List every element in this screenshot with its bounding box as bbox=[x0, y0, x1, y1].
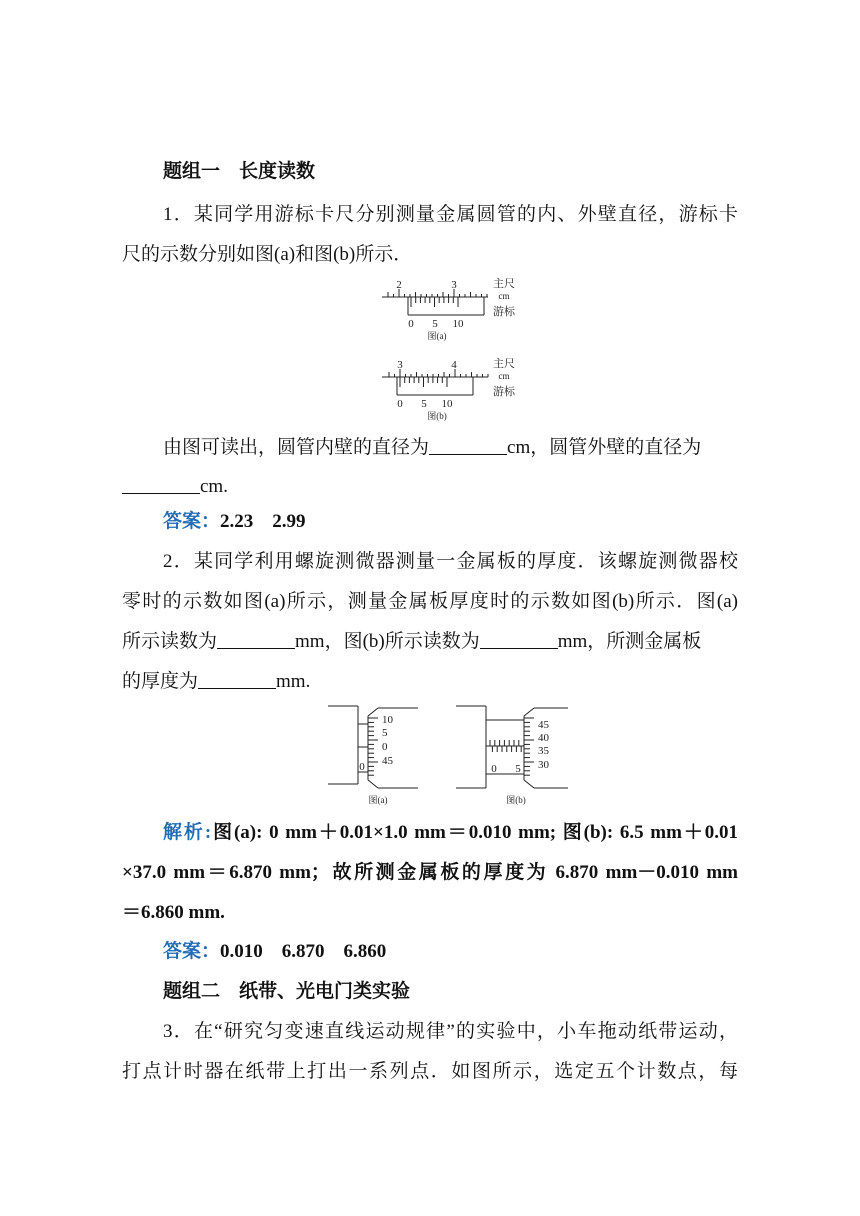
thimble-label: 5 bbox=[382, 727, 388, 739]
vernier-scale-label: 10 bbox=[452, 318, 464, 330]
thimble-label: 30 bbox=[538, 759, 549, 771]
vernier-caliper-figure-a bbox=[380, 275, 530, 343]
answer-label: 答案： bbox=[163, 941, 221, 962]
micrometer-figure-b bbox=[456, 704, 574, 808]
vernier-scale-label: 5 bbox=[432, 318, 438, 330]
q2-line-3 bbox=[122, 630, 738, 654]
q1-answer bbox=[163, 510, 738, 534]
vernier-scale-label: 5 bbox=[421, 398, 427, 410]
q2-line-1: 2．某同学利用螺旋测微器测量一金属板的厚度．该螺旋测微器校 bbox=[163, 551, 738, 572]
answer-blank bbox=[429, 436, 507, 455]
section-title-2: 题组二 纸带、光电门类实验 bbox=[163, 981, 411, 1002]
q2-line-4-text: mm. bbox=[276, 671, 311, 692]
q3-line-1: 3．在“研究匀变速直线运动规律”的实验中，小车拖动纸带运动， bbox=[163, 1021, 738, 1042]
unit-label: cm bbox=[498, 371, 510, 381]
figure-caption: 图(a) bbox=[427, 331, 447, 341]
main-scale-label: 3 bbox=[451, 279, 457, 291]
q1-line-1: 1．某同学用游标卡尺分别测量金属圆管的内、外壁直径，游标卡 bbox=[163, 204, 738, 225]
answer-value: 0.010 6.870 6.860 bbox=[220, 941, 387, 962]
q2-answer bbox=[163, 940, 738, 964]
sleeve-label: 0 bbox=[491, 763, 497, 775]
thimble-label: 45 bbox=[382, 755, 393, 767]
main-scale-name: 主尺 bbox=[493, 358, 515, 370]
q2-line-2: 零时的示数如图(a)所示，测量金属板厚度时的示数如图(b)所示．图(a) bbox=[122, 591, 738, 612]
sleeve-label: 5 bbox=[515, 763, 521, 775]
q2-line-3-text: 所示读数为 bbox=[122, 631, 218, 652]
q1-line-4-text: cm. bbox=[200, 476, 228, 497]
vernier-scale-label: 0 bbox=[397, 398, 403, 410]
figure-caption: 图(a) bbox=[368, 795, 388, 805]
q2-line-4-text: 的厚度为 bbox=[122, 671, 199, 692]
section-title-1: 题组一 长度读数 bbox=[163, 161, 316, 182]
sleeve-label: 0 bbox=[359, 761, 365, 773]
main-scale-name: 主尺 bbox=[493, 278, 515, 290]
q2-line-3-text: mm，图(b)所示读数为 bbox=[295, 631, 480, 652]
answer-blank bbox=[198, 670, 276, 689]
thimble-label: 45 bbox=[538, 719, 549, 731]
q1-line-3-text: cm，圆管外壁的直径为 bbox=[507, 437, 702, 458]
answer-blank bbox=[480, 630, 558, 649]
answer-blank bbox=[217, 630, 295, 649]
q1-line-3-text: 由图可读出，圆管内壁的直径为 bbox=[163, 437, 430, 458]
q2-analysis-line-2: ×37.0 mm＝6.870 mm；故所测金属板的厚度为 6.870 mm－0.010 mm bbox=[122, 862, 738, 883]
figure-caption: 图(b) bbox=[506, 795, 526, 805]
thimble-label: 35 bbox=[538, 745, 549, 757]
analysis-label: 解析: bbox=[163, 822, 212, 843]
q2-analysis-line-3: ＝6.860 mm. bbox=[122, 902, 225, 923]
micrometer-figure-a bbox=[328, 704, 423, 808]
main-scale-label: 4 bbox=[451, 359, 457, 371]
answer-label: 答案： bbox=[163, 511, 221, 532]
main-scale-label: 2 bbox=[396, 279, 402, 291]
vernier-caliper-figure-b bbox=[380, 355, 530, 423]
thimble-label: 40 bbox=[538, 732, 549, 744]
q2-line-3-text: mm，所测金属板 bbox=[557, 631, 702, 652]
vernier-scale-name: 游标 bbox=[493, 386, 515, 398]
q1-line-2: 尺的示数分别如图(a)和图(b)所示． bbox=[122, 244, 413, 265]
thimble-label: 0 bbox=[382, 741, 388, 753]
q2-line-4 bbox=[122, 670, 738, 694]
vernier-scale-name: 游标 bbox=[493, 306, 515, 318]
vernier-scale-label: 10 bbox=[441, 398, 453, 410]
figure-caption: 图(b) bbox=[427, 411, 447, 421]
q3-line-2: 打点计时器在纸带上打出一系列点．如图所示，选定五个计数点，每 bbox=[122, 1061, 738, 1082]
analysis-text: 图(a): 0 mm＋0.01×1.0 mm＝0.010 mm; 图(b): 6.5 mm＋0.01 bbox=[211, 822, 738, 843]
main-scale-label: 3 bbox=[397, 359, 403, 371]
q1-line-3 bbox=[163, 436, 738, 460]
q2-analysis-line-1 bbox=[163, 821, 738, 845]
unit-label: cm bbox=[498, 291, 510, 301]
q1-line-4 bbox=[122, 475, 738, 499]
vernier-scale-label: 0 bbox=[408, 318, 414, 330]
thimble-label: 10 bbox=[382, 714, 393, 726]
answer-blank bbox=[122, 475, 200, 494]
answer-value: 2.23 2.99 bbox=[220, 511, 306, 532]
